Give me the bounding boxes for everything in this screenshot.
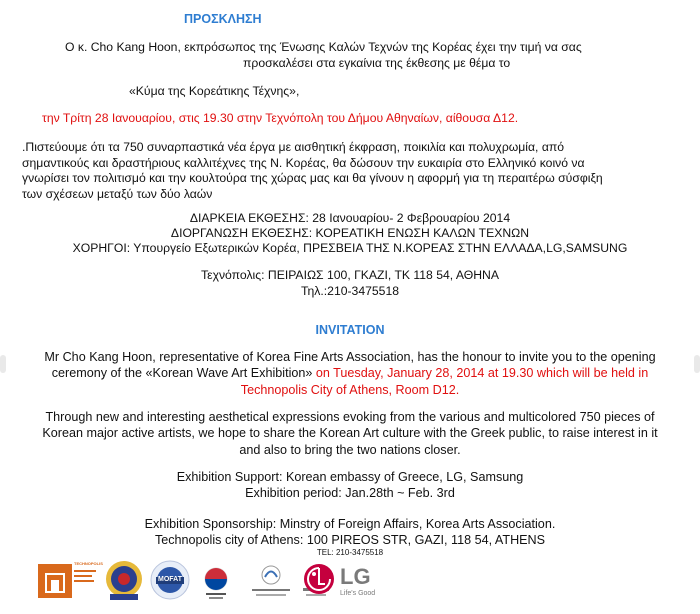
mofat-logo [150,560,190,605]
exhibition-name: ceremony of the «Korean Wave Art Exhibition» [51,366,313,380]
lg-tagline: Life's Good [340,590,376,597]
greek-para-line: των σχέσεων μεταξύ των δύο λαών [22,187,213,201]
association-seal-icon [104,558,144,602]
taegeuk-icon [198,564,234,600]
event-date-time: on Tuesday, January 28, 2014 at 19.30 which will be held in [312,366,649,380]
lg-wordmark: LG [340,564,371,589]
english-tel: TEL: 210-3475518 [316,548,384,557]
korean-embassy-logo [198,564,234,605]
english-support: Exhibition Support: Korean embassy of Greece, LG, Samsung [176,470,524,484]
greek-intro-line1: Ο κ. Cho Kang Hoon, εκπρόσωπος της Ένωσης Καλών Τεχνών της Κορέας έχει την τιμή να σας [65,40,582,54]
scroll-left-handle[interactable] [0,355,6,373]
english-sponsorship: Exhibition Sponsorship: Minstry of Foreign Affairs, Korea Arts Association. [144,517,556,531]
greek-duration: ΔΙΑΡΚΕΙΑ ΕΚΘΕΣΗΣ: 28 Ιανουαρίου- 2 Φεβρουαρίου 2014 [189,211,511,225]
greek-phone: Τηλ.:210-3475518 [300,284,400,298]
english-para-line: Korean major active artists, we hope to share the Korean Art culture with the Greek public, to raise interest in it [42,426,658,440]
korea-arts-association-logo [104,558,144,607]
greek-sponsors: ΧΟΡΗΓΟΙ: Υπουργείο Εξωτερικών Κορέα, ΠΡΕΣΒΕΙΑ ΤΗΣ Ν.ΚΟΡΕΑΣ ΣΤΗΝ ΕΛΛΑΔΑ,LG,SAMSUNG [72,241,628,255]
english-intro-line2 [0,365,700,381]
english-title: INVITATION [315,323,385,337]
english-intro-line1: Mr Cho Kang Hoon, representative of Korea Fine Arts Association, has the honour to invite you to the opening [44,350,656,364]
english-para-line: Through new and interesting aesthetical expressions evoking from the various and multicolored 750 pieces of [45,410,655,424]
greek-intro-line2: προσκαλέσει στα εγκαίνια της έκθεσης με θέμα το [243,56,511,70]
mofat-label: MOFAT [158,576,182,583]
technopolis-logo [38,564,72,598]
english-para-line: and also to bring the two nations closer. [239,443,461,457]
greek-para-line: γνωρίσει τον πολιτισμό και την κουλτούρα της χώρας μας και θα γίνουν η αφορμή για τη περαιτέρω σύσφιξη [22,171,603,185]
english-venue: Technopolis City of Athens, Room D12. [240,383,460,397]
greek-organizer: ΔΙΟΡΓΑΝΩΣΗ ΕΚΘΕΣΗΣ: ΚΟΡΕΑΤΙΚΗ ΕΝΩΣΗ ΚΑΛΩΝ ΤΕΧΝΩΝ [170,226,530,240]
greek-title: ΠΡΟΣΚΛΗΣΗ [184,12,262,26]
technopolis-emblem-icon [38,564,72,598]
scroll-right-handle[interactable] [694,355,700,373]
greek-address: Τεχνόπολις: ΠΕΙΡΑΙΩΣ 100, ΓΚΑΖΙ, ΤΚ 118 54, ΑΘΗΝΑ [201,268,499,282]
greek-date-line: την Τρίτη 28 Ιανουαρίου, στις 19.30 στην Τεχνόπολη του Δήμου Αθηναίων, αίθουσα Δ12. [42,111,519,125]
greek-para-line: .Πιστεύουμε ότι τα 750 συναρπαστικά νέα έργα με αισθητική έκφραση, ποικιλία και πολυχρωμία, από [22,140,565,154]
greek-theme: «Κύμα της Κορεάτικης Τέχνης», [129,84,300,98]
english-period: Exhibition period: Jan.28th ~ Feb. 3rd [245,486,455,500]
greek-para-line: σημαντικούς και δραστήριους καλλιτέχνες της Ν. Κορέας, θα δώσουν την ευκαιρία στο Ελληνικό κοινό να [22,156,585,170]
arts-emblem-icon [246,562,296,602]
technopolis-label: TECHNOPOLIS [74,562,103,567]
lg-logo [302,562,392,611]
technopolis-wordmark [74,562,103,598]
english-address: Technopolis city of Athens: 100 PIREOS STR, GAZI, 118 54, ATHENS [154,533,546,547]
korea-arts-small-logo [246,562,296,602]
